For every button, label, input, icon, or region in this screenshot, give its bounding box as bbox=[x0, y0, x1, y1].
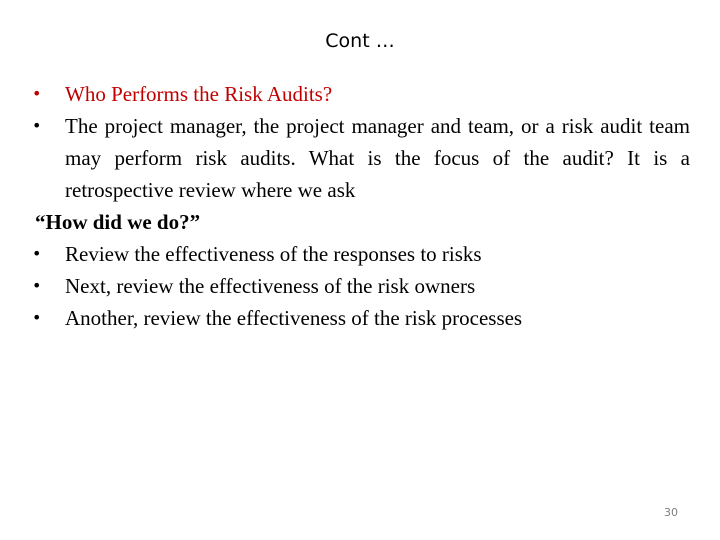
bullet-text-review-responses: Review the effectiveness of the responses to risks bbox=[65, 242, 482, 266]
bullet-item bbox=[30, 110, 690, 206]
bullet-dot: • bbox=[32, 84, 42, 103]
quote-text: “How did we do?” bbox=[35, 210, 201, 234]
slide-title: Cont … bbox=[325, 30, 395, 52]
bullet-dot: • bbox=[32, 276, 42, 295]
bullet-dot: • bbox=[32, 308, 42, 327]
slide-body bbox=[30, 78, 690, 334]
page-number: 30 bbox=[664, 506, 678, 519]
bullet-item bbox=[30, 270, 690, 302]
bullet-text-question: Who Performs the Risk Audits? bbox=[65, 82, 333, 106]
bullet-item bbox=[30, 302, 690, 334]
bullet-text-review-owners: Next, review the effectiveness of the risk owners bbox=[65, 274, 476, 298]
bullet-dot: • bbox=[32, 116, 42, 135]
bullet-text-review-processes: Another, review the effectiveness of the risk processes bbox=[65, 306, 523, 330]
bullet-dot: • bbox=[32, 244, 42, 263]
bullet-item bbox=[30, 78, 690, 110]
bullet-item bbox=[30, 238, 690, 270]
bullet-text-answer: The project manager, the project manager and team, or a risk audit team may perform risk audits. What is the focus of the audit? It is a retrospective review where we ask bbox=[65, 114, 690, 202]
